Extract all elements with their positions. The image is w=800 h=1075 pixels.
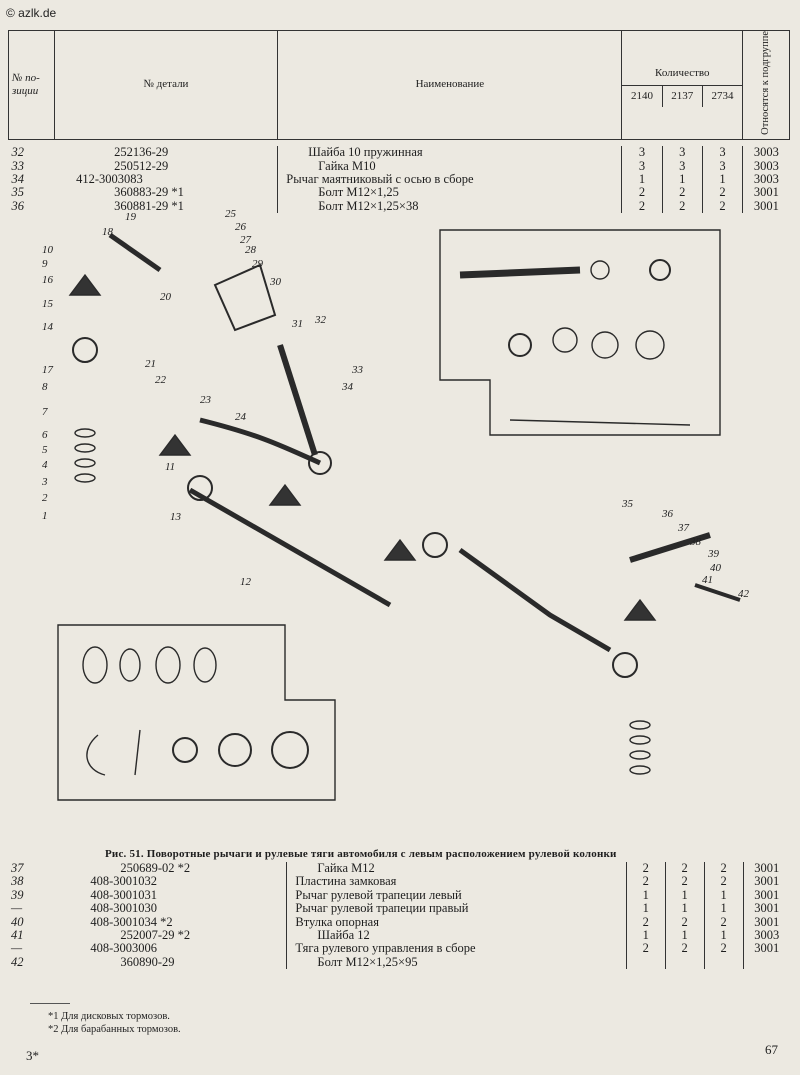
row-qty: 2 [626,862,665,875]
washer-left-4 [75,474,95,482]
row-qty [626,956,665,969]
header-part-number: № детали [54,31,278,140]
row-qty: 1 [702,173,742,186]
clip-1-inset [87,735,105,775]
row-qty: 1 [704,929,743,942]
ball-joint-right [423,533,447,557]
row-qty: 1 [665,929,704,942]
row-part: 408-3001034 *2 [90,914,173,929]
row-group: 3001 [754,874,780,889]
row-qty: 1 [704,902,743,915]
table-row [9,146,790,159]
washer-31-inset [636,331,664,359]
row-qty: 2 [704,942,743,955]
callout-26: 26 [235,221,246,233]
row-name: Шайба 12 [287,929,626,942]
washer-right-2 [630,736,650,744]
callout-11: 11 [165,461,176,473]
callout-39: 39 [708,548,719,560]
boot-16-left [70,275,100,295]
callout-15: 15 [42,298,53,310]
ball-joint-17-left [73,338,97,362]
row-qty: 1 [665,902,704,915]
rod-15 [510,420,690,425]
boot-16-mid [160,435,190,455]
row-part: 408-3001031 [90,887,158,902]
row-group: 3003 [753,172,779,187]
row-pos: 34 [11,172,24,187]
table-row [9,173,790,186]
callout-12: 12 [240,576,251,588]
bushing-3-inset [83,647,107,683]
callout-10: 10 [42,244,53,256]
washer-20-inset [591,261,609,279]
row-qty: 2 [622,200,662,213]
header-subgroup-label: Относятся к подгруппе [760,31,772,135]
washer-28-inset [592,332,618,358]
row-name: Пластина замковая [287,875,626,888]
row-qty: 2 [704,862,743,875]
callout-22: 22 [155,374,166,386]
washer-right-1 [630,721,650,729]
row-part: 250689-02 *2 [120,861,191,875]
row-name: Гайка М12 [287,862,626,875]
header-model-2137: 2137 [663,86,703,107]
row-qty [704,956,743,969]
row-group [743,956,790,969]
callout-42: 42 [738,588,749,600]
row-group: 3003 [754,928,780,943]
washer-left-3 [75,459,95,467]
row-qty: 3 [702,146,742,159]
row-qty: 2 [665,875,704,888]
parts-table-top [8,30,790,213]
callout-36: 36 [662,508,673,520]
table-row [8,916,790,929]
callout-14: 14 [42,321,53,333]
row-group: 3001 [754,861,780,875]
row-qty: 3 [662,146,702,159]
washer-left-1 [75,429,95,437]
row-qty [665,956,704,969]
row-group: 3003 [753,145,779,160]
row-part: 408-3001032 [90,874,158,889]
row-name: Рычаг маятниковый с осью в сборе [278,173,622,186]
row-qty: 3 [702,160,742,173]
callout-17: 17 [42,364,53,376]
diagram-callouts [41,208,750,600]
table-row [8,929,790,942]
pendulum-arm-34 [280,345,315,455]
row-qty: 2 [702,186,742,199]
callout-37: 37 [678,522,689,534]
row-part: 252136-29 [114,145,169,160]
row-qty: 1 [626,889,665,902]
header-position: № по- зиции [9,31,55,140]
callout-24: 24 [235,411,246,423]
row-pos: 33 [11,158,24,173]
row-group: 3003 [753,158,779,173]
footnote-divider [30,1003,70,1004]
footnote-1: *1 Для дисковых тормозов. [48,1011,170,1022]
row-qty: 1 [626,902,665,915]
callout-27: 27 [240,234,251,246]
table-row [9,186,790,199]
row-qty: 2 [626,916,665,929]
callout-1: 1 [42,510,48,522]
row-qty: 2 [665,916,704,929]
row-qty: 2 [704,916,743,929]
row-qty: 1 [665,889,704,902]
row-part: 408-3003006 [90,941,158,956]
signature-mark: 3* [26,1048,39,1063]
figure-caption: Рис. 51. Поворотные рычаги и рулевые тяги автомобиля с левым расположением рулевой колонки [105,848,617,860]
row-qty: 1 [622,173,662,186]
row-qty: 2 [665,862,704,875]
callout-23: 23 [200,394,211,406]
bracket-30 [215,265,275,330]
row-qty: 2 [622,186,662,199]
callout-20: 20 [160,291,171,303]
row-qty: 1 [704,889,743,902]
table-row [8,875,790,888]
row-pos: 37 [11,861,24,875]
row-part: 250512-29 [114,158,169,173]
callout-25: 25 [225,208,236,220]
washer-right-3 [630,751,650,759]
table-row [8,902,790,915]
callout-32: 32 [315,314,326,326]
row-qty: 2 [702,200,742,213]
bushing-14-inset [194,648,216,682]
nut-21-inset [219,734,251,766]
row-group: 3001 [753,185,779,200]
header-quantity [622,31,743,140]
boot-16-right [625,600,655,620]
callout-6: 6 [42,429,48,441]
table-row [8,956,790,969]
tie-rod-right [460,550,610,650]
row-name: Болт М12×1,25×38 [278,200,622,213]
row-group: 3001 [753,198,779,213]
watermark: © azlk.de [6,6,57,20]
callout-34: 34 [342,381,353,393]
row-name: Болт М12×1,25×95 [287,956,626,969]
row-part: 252007-29 *2 [120,928,191,943]
row-group: 3001 [754,887,780,902]
boot-16-d [385,540,415,560]
header-name: Наименование [278,31,622,140]
row-qty: 2 [662,186,702,199]
row-name: Рычаг рулевой трапеции правый [287,902,626,915]
row-name: Тяга рулевого управления в сборе [287,942,626,955]
footnotes [48,1010,181,1036]
row-pos: 40 [11,914,24,929]
row-pos: 39 [11,887,24,902]
nut-26-inset [509,334,531,356]
callout-28: 28 [245,244,256,256]
callout-40: 40 [710,562,721,574]
header-model-2140: 2140 [622,86,662,107]
row-qty: 1 [662,173,702,186]
row-pos: 32 [11,145,24,160]
row-name: Рычаг рулевой трапеции левый [287,889,626,902]
row-part: 360881-29 *1 [114,198,184,213]
table-row [8,889,790,902]
pin-10-inset [135,730,140,775]
callout-29: 29 [252,258,263,270]
callout-30: 30 [270,276,281,288]
table-row [8,942,790,955]
row-qty: 3 [622,146,662,159]
washer-27-inset [553,328,577,352]
footnote-2: *2 Для барабанных тормозов. [48,1024,181,1035]
callout-7: 7 [42,406,48,418]
row-pos: 35 [11,185,24,200]
washer-left-2 [75,444,95,452]
bolt-18-inset [460,270,580,275]
callout-21: 21 [145,358,156,370]
nut-33-inset [650,260,670,280]
row-group: 3001 [754,901,780,916]
callout-18: 18 [102,226,113,238]
bolt-18 [110,235,160,270]
row-part: 412-3003083 [76,172,143,187]
callout-5: 5 [42,444,48,456]
row-part: 360890-29 [120,954,175,969]
callout-19: 19 [125,211,136,223]
row-pos: — [11,901,23,916]
callout-8: 8 [42,381,48,393]
boot-16-c [270,485,300,505]
parts-table-bottom [8,862,790,969]
callout-41: 41 [702,574,713,586]
row-part: 360883-29 *1 [114,185,184,200]
parts-diagram [30,205,760,835]
callout-33: 33 [352,364,363,376]
row-name: Болт М12×1,25 [278,186,622,199]
nut-9-inset [173,738,197,762]
header-model-2734: 2734 [711,89,734,102]
header-subgroup [743,31,790,140]
row-name: Шайба 10 пружинная [278,146,622,159]
row-qty: 1 [626,929,665,942]
row-group: 3001 [754,941,780,956]
callout-9: 9 [42,258,48,270]
inset-box-fasteners [440,230,720,435]
table-row [8,862,790,875]
callout-13: 13 [170,511,181,523]
callout-16: 16 [42,274,53,286]
ball-joint-17-right [613,653,637,677]
row-pos: 42 [11,954,24,969]
table-row [9,160,790,173]
washer-right-4 [630,766,650,774]
row-pos: 41 [11,928,24,943]
callout-3: 3 [42,476,48,488]
bushing-5-inset [120,649,140,681]
row-name: Гайка М10 [278,160,622,173]
page-number: 67 [765,1042,778,1057]
row-pos: — [11,941,23,956]
callout-2: 2 [42,492,48,504]
header-quantity-label: Количество [622,63,742,85]
callout-31: 31 [292,318,303,330]
tie-rod-left [190,490,390,605]
row-name: Втулка опорная [287,916,626,929]
row-qty: 3 [622,160,662,173]
nut-23-inset [272,732,308,768]
row-group: 3001 [754,914,780,929]
callout-4: 4 [42,459,48,471]
row-qty: 2 [626,942,665,955]
row-pos: 36 [11,198,24,213]
callout-38: 38 [690,536,701,548]
row-qty: 3 [662,160,702,173]
row-part: 408-3001030 [90,901,158,916]
steering-link-24 [200,420,320,463]
row-qty: 2 [665,942,704,955]
row-qty: 2 [626,875,665,888]
row-pos: 38 [11,874,24,889]
row-qty: 2 [704,875,743,888]
row-qty: 2 [662,200,702,213]
bolt-42 [695,585,740,600]
callout-35: 35 [622,498,633,510]
bushing-6-inset [156,647,180,683]
